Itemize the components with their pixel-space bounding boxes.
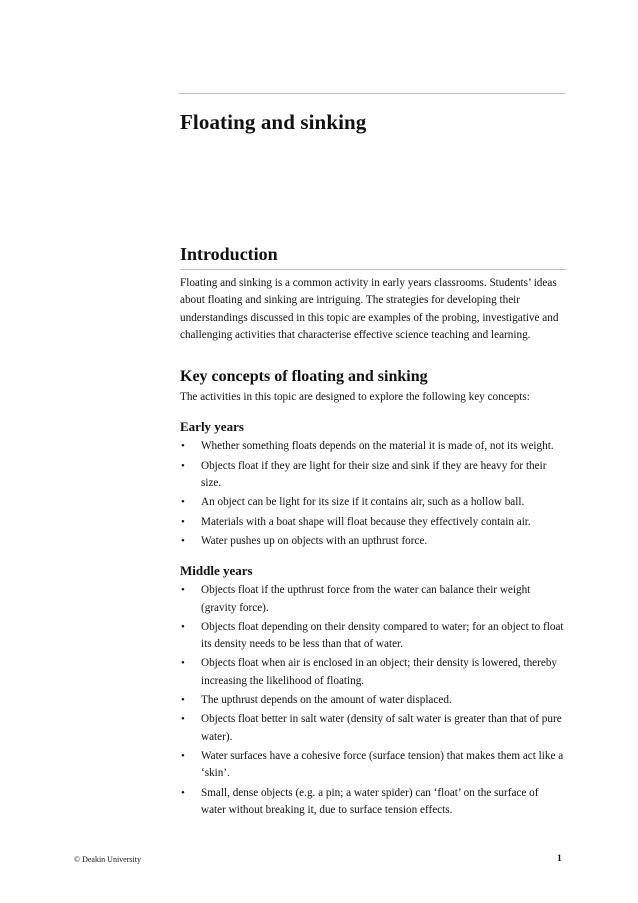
bullet-icon: • bbox=[181, 694, 185, 707]
early-years-heading: Early years bbox=[180, 419, 244, 435]
bullet-icon: • bbox=[181, 713, 185, 726]
introduction-heading: Introduction bbox=[180, 244, 278, 264]
bullet-icon: • bbox=[181, 584, 185, 597]
bullet-icon: • bbox=[181, 515, 185, 528]
early-years-list bbox=[180, 438, 566, 550]
list-item: • The upthrust depends on the amount of water displaced. bbox=[180, 692, 566, 709]
list-item: • Objects float when air is enclosed in an object; their density is lowered, thereby increasing the likelihood of floating. bbox=[181, 657, 558, 687]
bullet-icon: • bbox=[181, 749, 185, 762]
middle-years-list bbox=[180, 582, 566, 819]
list-item: • Objects float if they are light for their size and sink if they are heavy for their size. bbox=[181, 459, 547, 490]
top-divider bbox=[179, 93, 565, 94]
key-concepts-intro: The activities in this topic are designed to explore the following key concepts: bbox=[180, 391, 530, 404]
introduction-paragraph: Floating and sinking is a common activity in early years classrooms. Students’ ideas about floating and sinking are intriguing. The strategies for developing their understandings discussed in this topic are examples of the probing, investigative and challenging activities that characterise effective science teaching and learning. bbox=[180, 277, 559, 341]
key-concepts-heading: Key concepts of floating and sinking bbox=[180, 368, 428, 386]
middle-years-heading: Middle years bbox=[180, 563, 253, 579]
list-item: • An object can be light for its size if it contains air, such as a hollow ball. bbox=[180, 494, 566, 511]
list-item: • Objects float if the upthrust force from the water can balance their weight (gravity force). bbox=[181, 584, 531, 614]
bullet-icon: • bbox=[181, 657, 185, 670]
list-item: • Objects float depending on their density compared to water; for an object to float its density needs to be less than that of water. bbox=[181, 620, 564, 651]
list-item: • Whether something floats depends on the material it is made of, not its weight. bbox=[180, 438, 566, 455]
bullet-icon: • bbox=[181, 440, 185, 453]
list-item: • Materials with a boat shape will float because they effectively contain air. bbox=[180, 514, 566, 531]
footer-copyright: © Deakin University bbox=[74, 855, 141, 864]
bullet-icon: • bbox=[181, 459, 185, 472]
list-item: • Small, dense objects (e.g. a pin; a water spider) can ‘float’ on the surface of water without breaking it, due to surface tension effects. bbox=[181, 786, 539, 816]
list-item: • Water pushes up on objects with an upthrust force. bbox=[180, 533, 566, 550]
introduction-divider bbox=[180, 269, 566, 270]
bullet-icon: • bbox=[181, 620, 185, 633]
list-item: • Water surfaces have a cohesive force (surface tension) that makes them act like a ‘skin’. bbox=[181, 749, 564, 780]
bullet-icon: • bbox=[181, 534, 185, 547]
bullet-icon: • bbox=[181, 496, 185, 509]
page-number: 1 bbox=[557, 854, 562, 864]
page-title: Floating and sinking bbox=[180, 110, 367, 134]
main-content bbox=[180, 243, 566, 821]
bullet-icon: • bbox=[181, 786, 185, 799]
list-item: • Objects float better in salt water (density of salt water is greater than that of pure water). bbox=[181, 713, 562, 743]
